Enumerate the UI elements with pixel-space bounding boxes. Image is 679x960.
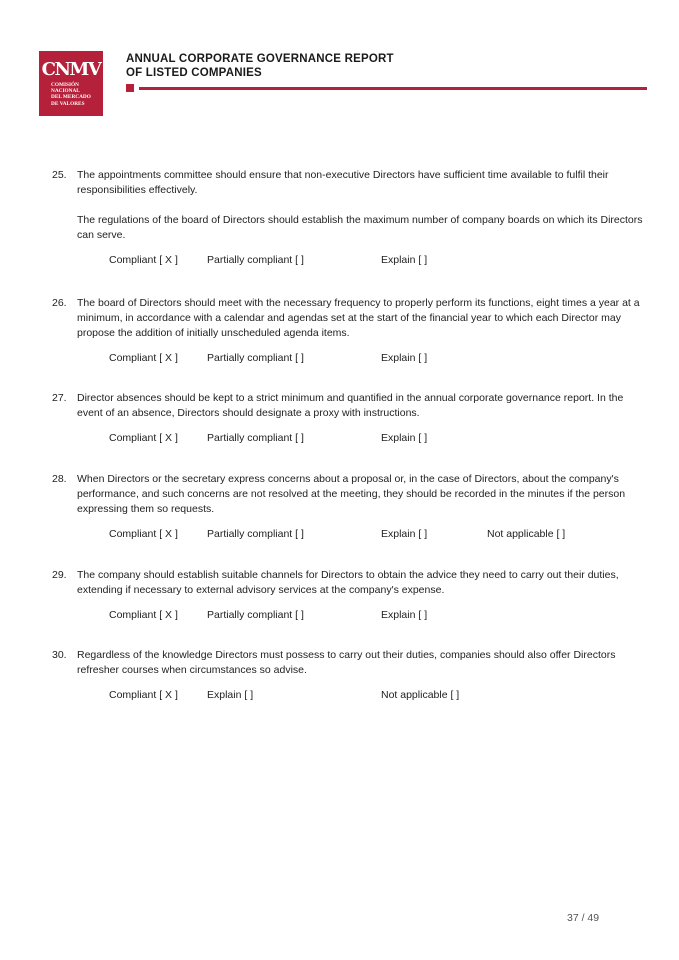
item-text: The board of Directors should meet with the necessary frequency to properly perform its functions, eight times a year at a minimum, in accordance with a calendar and agendas set at the start of the financial year to which each Director may propose the addition of initially unscheduled agenda items. bbox=[77, 297, 640, 339]
option-partially-compliant: Partially compliant [ ] bbox=[207, 352, 304, 364]
logo-subtitle bbox=[51, 82, 91, 107]
report-title-line: ANNUAL CORPORATE GOVERNANCE REPORT bbox=[126, 53, 394, 65]
option-explain: Explain [ ] bbox=[381, 609, 428, 621]
recommendation-29 bbox=[52, 568, 648, 623]
option-compliant: Compliant [ X ] bbox=[109, 689, 178, 701]
compliance-options bbox=[52, 431, 648, 446]
option-explain: Explain [ ] bbox=[381, 432, 428, 444]
option-not-applicable: Not applicable [ ] bbox=[381, 689, 460, 701]
item-text: The regulations of the board of Directors should establish the maximum number of company boards on which its Directors can serve. bbox=[77, 214, 643, 241]
option-partially-compliant: Partially compliant [ ] bbox=[207, 528, 304, 540]
logo-line: NACIONAL bbox=[51, 88, 80, 95]
item-number: 30. bbox=[52, 649, 67, 661]
option-compliant: Compliant [ X ] bbox=[109, 528, 178, 540]
option-compliant: Compliant [ X ] bbox=[109, 609, 178, 621]
recommendation-28 bbox=[52, 472, 648, 542]
report-title-line: OF LISTED COMPANIES bbox=[126, 67, 262, 79]
item-text: The company should establish suitable channels for Directors to obtain the advice they need to carry out their duties, extending if necessary to external advisory services at the company's expense. bbox=[77, 569, 619, 596]
option-partially-compliant: Partially compliant [ ] bbox=[207, 254, 304, 266]
logo-line: DEL MERCADO bbox=[51, 94, 91, 101]
compliance-options bbox=[52, 688, 648, 703]
item-text: Director absences should be kept to a strict minimum and quantified in the annual corporate governance report. In the event of an absence, Directors should designate a proxy with instructions. bbox=[77, 392, 624, 419]
option-compliant: Compliant [ X ] bbox=[109, 432, 178, 444]
item-number: 27. bbox=[52, 392, 67, 404]
recommendation-26 bbox=[52, 296, 648, 366]
option-not-applicable: Not applicable [ ] bbox=[487, 528, 566, 540]
recommendation-27 bbox=[52, 391, 648, 446]
item-number: 25. bbox=[52, 169, 67, 181]
item-text: When Directors or the secretary express concerns about a proposal or, in the case of Directors, about the company's performance, and such concerns are not resolved at the meeting, they should be recorded in the minutes if the person expressing them so requests. bbox=[77, 473, 626, 515]
item-number: 29. bbox=[52, 569, 67, 581]
item-number: 26. bbox=[52, 297, 67, 309]
logo-wordmark: CNMV bbox=[41, 59, 101, 80]
option-compliant: Compliant [ X ] bbox=[109, 352, 178, 364]
compliance-options bbox=[52, 253, 648, 268]
item-text: The appointments committee should ensure that non-executive Directors have sufficient time available to fulfil their responsibilities effectively. bbox=[77, 169, 609, 196]
report-title bbox=[126, 52, 456, 80]
option-compliant: Compliant [ X ] bbox=[109, 254, 178, 266]
option-explain: Explain [ ] bbox=[381, 528, 428, 540]
compliance-options bbox=[52, 608, 648, 623]
option-partially-compliant: Partially compliant [ ] bbox=[207, 609, 304, 621]
recommendation-30 bbox=[52, 648, 648, 703]
compliance-options bbox=[52, 351, 648, 366]
cnmv-logo bbox=[39, 51, 103, 116]
item-number: 28. bbox=[52, 473, 67, 485]
option-explain: Explain [ ] bbox=[207, 689, 254, 701]
logo-line: COMISIÓN bbox=[51, 82, 79, 88]
header-accent-square bbox=[126, 84, 134, 92]
option-partially-compliant: Partially compliant [ ] bbox=[207, 432, 304, 444]
header-divider bbox=[139, 87, 647, 90]
item-text: Regardless of the knowledge Directors must possess to carry out their duties, companies should also offer Directors refresher courses when circumstances so advise. bbox=[77, 649, 616, 676]
recommendation-25 bbox=[52, 168, 648, 268]
option-explain: Explain [ ] bbox=[381, 352, 428, 364]
page-number: 37 / 49 bbox=[567, 912, 600, 924]
logo-line: DE VALORES bbox=[51, 100, 85, 107]
option-explain: Explain [ ] bbox=[381, 254, 428, 266]
compliance-options bbox=[52, 527, 648, 542]
